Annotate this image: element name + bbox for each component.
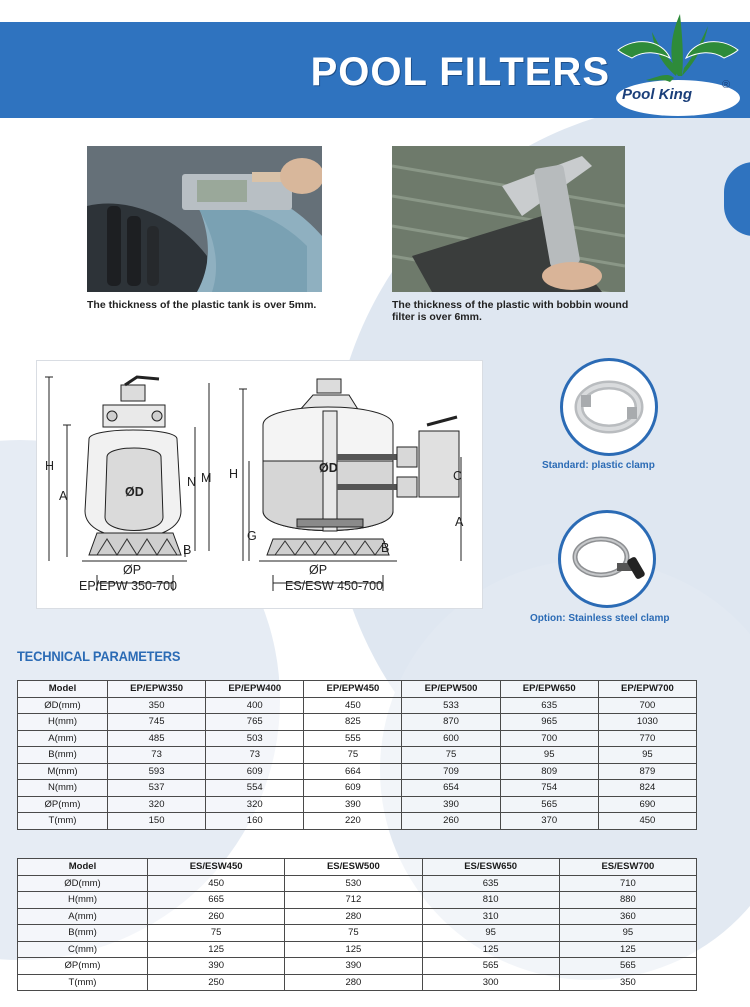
table-row-label: A(mm) [18, 730, 108, 747]
table-header-cell: EP/EPW400 [206, 681, 304, 698]
steel-clamp-circle [558, 510, 656, 608]
table-cell: 880 [559, 892, 696, 909]
technical-parameters-heading: TECHNICAL PARAMETERS [17, 648, 181, 664]
table-cell: 565 [422, 958, 559, 975]
table-row-label: ØP(mm) [18, 796, 108, 813]
left-label-n: N [187, 475, 197, 489]
table-cell: 879 [598, 763, 696, 780]
right-label-b: B [381, 541, 390, 555]
table-cell: 320 [108, 796, 206, 813]
table-row [18, 763, 697, 780]
table-row-label: H(mm) [18, 714, 108, 731]
table-cell: 824 [598, 780, 696, 797]
left-label-diameter: ØD [125, 485, 144, 499]
table-row [18, 697, 697, 714]
table-header-cell: ES/ESW700 [559, 859, 696, 876]
photo-1-caption: The thickness of the plastic tank is over 5mm. [87, 299, 317, 311]
standard-clamp-caption: Standard: plastic clamp [542, 460, 655, 471]
table-cell: 360 [559, 908, 696, 925]
table-cell: 260 [402, 813, 500, 830]
table-header-cell: Model [18, 681, 108, 698]
table-row [18, 780, 697, 797]
table-cell: 709 [402, 763, 500, 780]
table-cell: 75 [285, 925, 422, 942]
table-row [18, 908, 697, 925]
table-cell: 770 [598, 730, 696, 747]
table-row [18, 796, 697, 813]
left-label-p: ØP [123, 563, 142, 577]
table-cell: 73 [108, 747, 206, 764]
table-cell: 654 [402, 780, 500, 797]
table-cell: 450 [304, 697, 402, 714]
table-cell: 530 [285, 875, 422, 892]
table-cell: 700 [500, 730, 598, 747]
table-cell: 609 [304, 780, 402, 797]
table-row-label: B(mm) [18, 747, 108, 764]
plastic-clamp-circle [560, 358, 658, 456]
right-label-h: H [229, 467, 239, 481]
table-cell: 754 [500, 780, 598, 797]
table-cell: 635 [422, 875, 559, 892]
table-cell: 635 [500, 697, 598, 714]
table-row [18, 941, 697, 958]
table-cell: 565 [559, 958, 696, 975]
table-cell: 555 [304, 730, 402, 747]
right-label-g: G [247, 529, 257, 543]
table-cell: 370 [500, 813, 598, 830]
table-header-row [18, 859, 697, 876]
table-cell: 664 [304, 763, 402, 780]
ep-epw-spec-table [17, 680, 697, 830]
table-cell: 600 [402, 730, 500, 747]
table-cell: 75 [148, 925, 285, 942]
table-cell: 810 [422, 892, 559, 909]
table-cell: 690 [598, 796, 696, 813]
left-diagram-caption: EP/EPW 350-700 [79, 579, 177, 593]
table-cell: 160 [206, 813, 304, 830]
table-cell: 450 [148, 875, 285, 892]
table-header-row [18, 681, 697, 698]
plastic-clamp-image [563, 361, 655, 453]
table-row [18, 714, 697, 731]
table-row [18, 974, 697, 991]
table-cell: 965 [500, 714, 598, 731]
table-cell: 825 [304, 714, 402, 731]
table-cell: 310 [422, 908, 559, 925]
table-row-label: N(mm) [18, 780, 108, 797]
table-cell: 350 [108, 697, 206, 714]
table-row-label: ØP(mm) [18, 958, 148, 975]
page-title: POOL FILTERS [310, 50, 610, 94]
filter-diagram-drawing [37, 361, 482, 608]
table-header-cell: EP/EPW650 [500, 681, 598, 698]
table-cell: 745 [108, 714, 206, 731]
table-cell: 700 [598, 697, 696, 714]
filter-diagram-panel [37, 361, 482, 608]
table-cell: 220 [304, 813, 402, 830]
table-cell: 390 [304, 796, 402, 813]
table-header-cell: ES/ESW500 [285, 859, 422, 876]
table-row-label: T(mm) [18, 813, 108, 830]
right-label-p: ØP [309, 563, 328, 577]
table-cell: 390 [285, 958, 422, 975]
table-cell: 95 [500, 747, 598, 764]
table-cell: 665 [148, 892, 285, 909]
registered-mark: ® [722, 79, 731, 91]
table-row-label: M(mm) [18, 763, 108, 780]
table-cell: 75 [304, 747, 402, 764]
table-row [18, 730, 697, 747]
table-row [18, 813, 697, 830]
table-cell: 609 [206, 763, 304, 780]
table-row [18, 875, 697, 892]
table-header-cell: ES/ESW650 [422, 859, 559, 876]
table-cell: 350 [559, 974, 696, 991]
table-cell: 125 [148, 941, 285, 958]
table-cell: 485 [108, 730, 206, 747]
table-cell: 125 [422, 941, 559, 958]
table-cell: 710 [559, 875, 696, 892]
table-cell: 533 [402, 697, 500, 714]
table-cell: 280 [285, 908, 422, 925]
table-cell: 250 [148, 974, 285, 991]
left-label-b: B [183, 543, 192, 557]
table-row [18, 747, 697, 764]
table-row-label: A(mm) [18, 908, 148, 925]
table-cell: 260 [148, 908, 285, 925]
table-cell: 150 [108, 813, 206, 830]
table-header-cell: EP/EPW700 [598, 681, 696, 698]
photo-bobbin-filter [392, 146, 625, 292]
table-row-label: ØD(mm) [18, 875, 148, 892]
left-label-h: H [45, 459, 55, 473]
table-row-label: B(mm) [18, 925, 148, 942]
table-cell: 125 [285, 941, 422, 958]
table-cell: 95 [422, 925, 559, 942]
photo-2-caption-line-2: filter is over 6mm. [392, 311, 482, 323]
right-diagram-caption: ES/ESW 450-700 [285, 579, 383, 593]
table-cell: 280 [285, 974, 422, 991]
table-header-cell: Model [18, 859, 148, 876]
table-cell: 95 [559, 925, 696, 942]
photo-2-caption-line-1: The thickness of the plastic with bobbin wound [392, 299, 629, 311]
table-row [18, 925, 697, 942]
table-cell: 537 [108, 780, 206, 797]
table-cell: 390 [148, 958, 285, 975]
table-row-label: C(mm) [18, 941, 148, 958]
table-row-label: T(mm) [18, 974, 148, 991]
table-cell: 320 [206, 796, 304, 813]
table-row-label: ØD(mm) [18, 697, 108, 714]
table-cell: 73 [206, 747, 304, 764]
table-cell: 765 [206, 714, 304, 731]
table-cell: 809 [500, 763, 598, 780]
brand-name: Pool King [622, 86, 692, 103]
photo-plastic-tank [87, 146, 322, 292]
table-cell: 300 [422, 974, 559, 991]
table-row-label: H(mm) [18, 892, 148, 909]
steel-clamp-image [561, 513, 653, 605]
table-cell: 400 [206, 697, 304, 714]
table-row [18, 892, 697, 909]
table-header-cell: EP/EPW500 [402, 681, 500, 698]
right-label-diameter: ØD [319, 461, 338, 475]
table-cell: 565 [500, 796, 598, 813]
left-label-a: A [59, 489, 68, 503]
right-label-a: A [455, 515, 464, 529]
table-header-cell: EP/EPW450 [304, 681, 402, 698]
table-cell: 554 [206, 780, 304, 797]
table-cell: 712 [285, 892, 422, 909]
table-cell: 390 [402, 796, 500, 813]
table-cell: 503 [206, 730, 304, 747]
table-cell: 1030 [598, 714, 696, 731]
table-row [18, 958, 697, 975]
table-header-cell: EP/EPW350 [108, 681, 206, 698]
es-esw-spec-table [17, 858, 697, 991]
table-cell: 593 [108, 763, 206, 780]
table-cell: 450 [598, 813, 696, 830]
right-label-c: C [453, 469, 463, 483]
table-cell: 125 [559, 941, 696, 958]
option-clamp-caption: Option: Stainless steel clamp [530, 613, 670, 624]
table-cell: 870 [402, 714, 500, 731]
table-header-cell: ES/ESW450 [148, 859, 285, 876]
left-label-m: M [201, 471, 212, 485]
table-cell: 95 [598, 747, 696, 764]
table-cell: 75 [402, 747, 500, 764]
